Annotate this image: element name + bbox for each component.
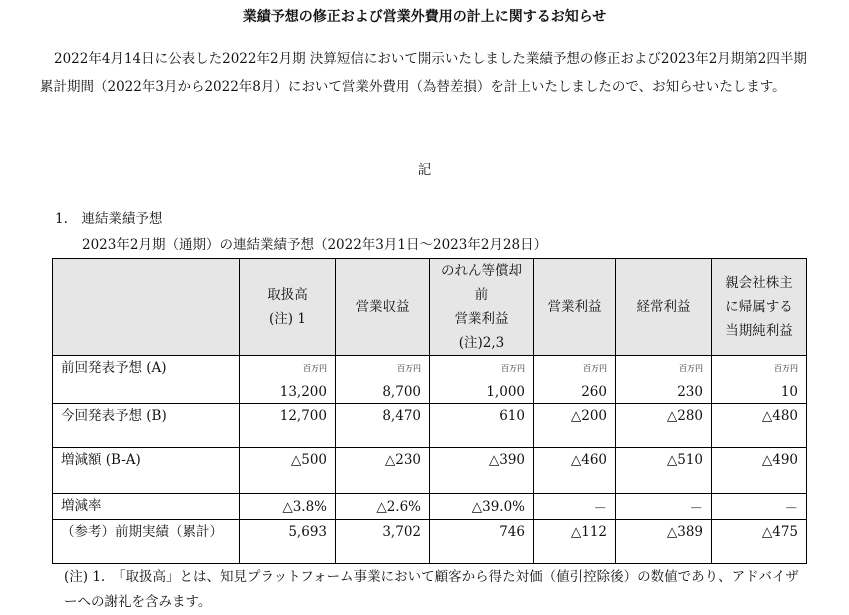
unit-label: 百万円 <box>397 363 421 373</box>
value-cell <box>240 356 336 404</box>
value-cell: △2.6% <box>336 494 430 520</box>
header-row <box>53 259 807 356</box>
value-cell: － <box>616 494 712 520</box>
value-cell <box>616 356 712 404</box>
value-cell: － <box>712 494 807 520</box>
row-label: 増減率 <box>53 494 240 520</box>
header-cell: 取扱高 (注) 1 <box>240 259 336 356</box>
value-cell: △39.0% <box>430 494 534 520</box>
value-cell <box>336 356 430 404</box>
header-blank <box>53 259 240 356</box>
value-cell: △230 <box>336 448 430 494</box>
table-caption: 2023年2月期（通期）の連結業績予想（2022年3月1日～2023年2月28日） <box>82 237 548 253</box>
value-cell <box>712 356 807 404</box>
table-row <box>53 404 807 448</box>
header-cell: 親会社株主 に帰属する 当期純利益 <box>712 259 807 356</box>
row-label: （参考）前期実績（累計） <box>53 520 240 564</box>
value-cell: △475 <box>712 520 807 564</box>
value-cell: 3,702 <box>336 520 430 564</box>
intro-paragraph: 2022年4月14日に公表した2022年2月期 決算短信において開示いたしました業績予想の修正および2023年2月期第2四半期累計期間（2022年3月から2022年8月）において営業外費用（為替差損）を計上いたしましたので、お知らせいたします。 <box>40 51 807 95</box>
value-cell <box>430 356 534 404</box>
value-cell: 610 <box>430 404 534 448</box>
value-text: 8,700 <box>382 383 421 400</box>
header-cell: 営業利益 <box>534 259 616 356</box>
value-cell: △280 <box>616 404 712 448</box>
page-title: 業績予想の修正および営業外費用の計上に関するお知らせ <box>242 9 607 25</box>
row-label: 増減額 (B-A) <box>53 448 240 494</box>
value-cell: 746 <box>430 520 534 564</box>
section-heading: 1. 連結業績予想 <box>55 211 163 227</box>
value-cell: － <box>534 494 616 520</box>
value-cell: △3.8% <box>240 494 336 520</box>
value-text: 1,000 <box>486 383 525 400</box>
forecast-table <box>52 258 807 564</box>
row-label: 今回発表予想 (B) <box>53 404 240 448</box>
value-cell: △200 <box>534 404 616 448</box>
value-cell: △389 <box>616 520 712 564</box>
unit-label: 百万円 <box>679 363 703 373</box>
value-text: 10 <box>780 383 798 400</box>
unit-label: 百万円 <box>303 363 327 373</box>
table-row <box>53 520 807 564</box>
value-cell: △460 <box>534 448 616 494</box>
value-cell: 8,470 <box>336 404 430 448</box>
unit-label: 百万円 <box>774 363 798 373</box>
value-cell <box>534 356 616 404</box>
unit-label: 百万円 <box>583 363 607 373</box>
value-cell: △390 <box>430 448 534 494</box>
table-row <box>53 494 807 520</box>
header-cell: のれん等償却前 営業利益 (注)2,3 <box>430 259 534 356</box>
value-cell: △490 <box>712 448 807 494</box>
table-row <box>53 356 807 404</box>
ki-heading: 記 <box>417 162 432 178</box>
value-text: 260 <box>581 383 607 400</box>
value-cell: △500 <box>240 448 336 494</box>
header-cell: 経常利益 <box>616 259 712 356</box>
value-text: 13,200 <box>279 383 327 400</box>
value-cell: 12,700 <box>240 404 336 448</box>
value-text: 230 <box>677 383 703 400</box>
header-cell: 営業収益 <box>336 259 430 356</box>
table-row <box>53 448 807 494</box>
value-cell: △510 <box>616 448 712 494</box>
value-cell: △112 <box>534 520 616 564</box>
row-label: 前回発表予想 (A) <box>53 356 240 404</box>
value-cell: △480 <box>712 404 807 448</box>
value-cell: 5,693 <box>240 520 336 564</box>
footnote-1: (注) 1. 「取扱高」とは、知見プラットフォーム事業において顧客から得た対価（値引控除後）の数値であり、アドバイザーへの謝礼を含みます。 <box>64 569 799 610</box>
unit-label: 百万円 <box>501 363 525 373</box>
